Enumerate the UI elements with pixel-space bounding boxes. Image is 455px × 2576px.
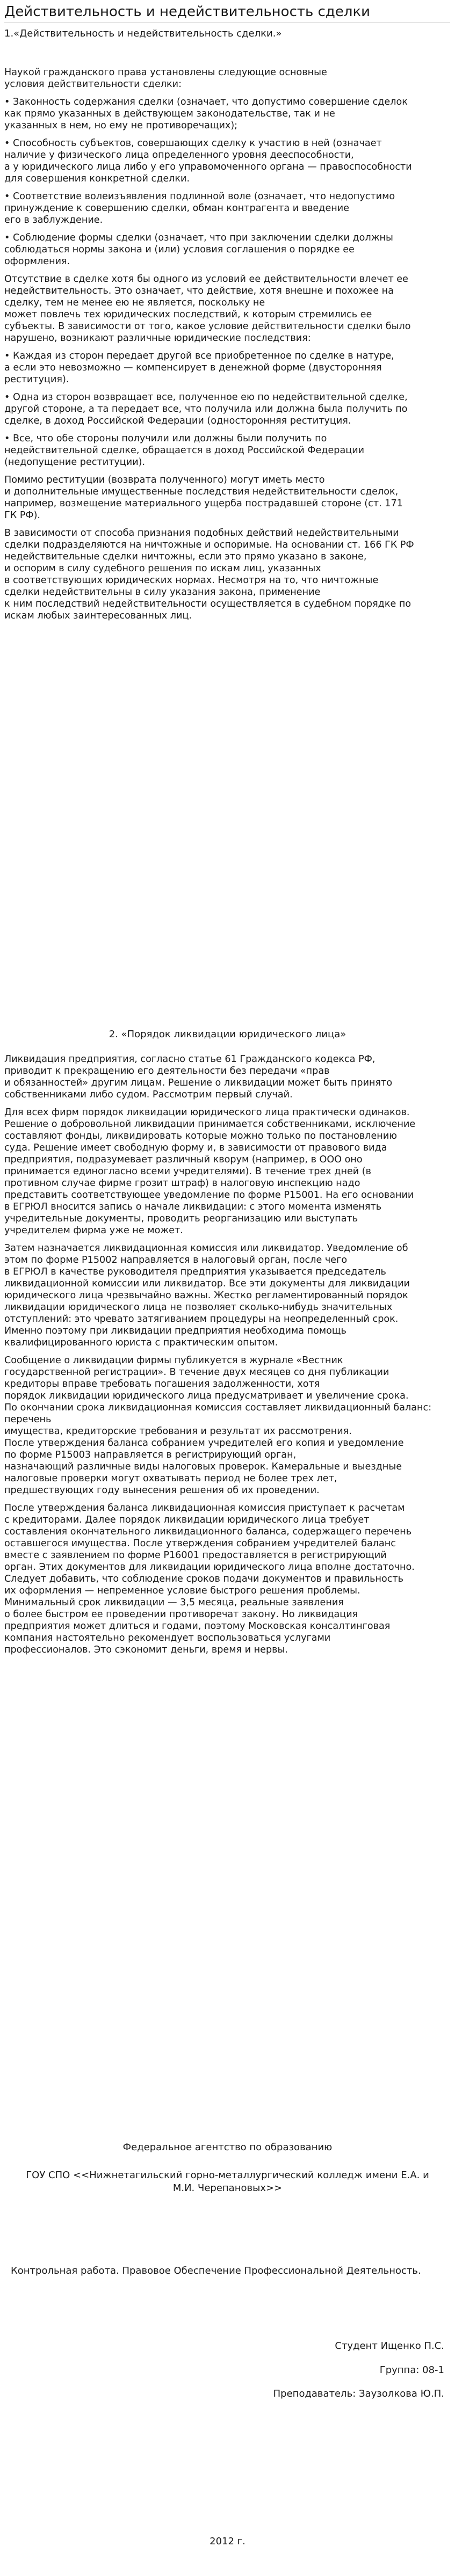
paragraph: • Законность содержания сделки (означает, что допустимо совершение сделок как прямо указанных в действующем законодательстве, так и не указанных в нем, но ему не противоречащих); (4, 97, 408, 131)
cover-agency: Федеральное агентство по образованию (122, 2142, 333, 2153)
paragraph: • Способность субъектов, совершающих сделку к участию в ней (означает наличие у физического лица определенного уровня дееспособности, а у юридического лица либо у его управомоченного органа — правоспособности для совершения конкретной сделки. (4, 138, 412, 184)
paragraph: Отсутствие в сделке хотя бы одного из условий ее действительности влечет ее недействительность. Это означает, что действие, хотя внешне и похожее на сделку, тем не менее ею не является, поскольку не может повлечь тех юридических последствий, к которым стремились ее субъекты. В зависимости от того, какое условие действительности сделки было нарушено, возникают различные юридические последствия: (4, 274, 411, 344)
part1-body (4, 67, 445, 628)
paragraph: Затем назначается ликвидационная комиссия или ликвидатор. Уведомление об этом по форме Р15002 направляется в налоговый орган, после чего в ЕГРЮЛ в качестве руководителя предприятия указывается председатель ликвидационной комиссии или ликвидатор. Все эти документы для ликвидации юридического лица чрезвычайно важны. Жестко регламентированный порядок ликвидации юридического лица не позволяет сколько-нибудь значительных отступлений: это чревато затягиванием процедуры на неопределенный срок. Именно поэтому при ликвидации предприятия необходима помощь квалифицированного юриста с практическим опытом. (4, 1243, 410, 1348)
paragraph: Помимо реституции (возврата полученного) могут иметь место и дополнительные имущественные последствия недействительности сделок, например, возмещение материального ущерба пострадавшей стороне (ст. 171 ГК РФ). (4, 475, 403, 521)
paragraph: Сообщение о ликвидации фирмы публикуется в журнале «Вестник государственной регистрации». В течение двух месяцев со дня публикации кредиторы вправе требовать погашения задолженности, хотя порядок ликвидации юридического лица предусматривает и увеличение срока. По окончании срока ликвидационная комиссия составляет ликвидационный баланс: перечень имущества, кредиторские требования и результат их рассмотрения. После утверждения баланса собранием учредителей его копия и уведомление по форме Р15003 направляется в регистрирующий орган, назначающий различные виды налоговых проверок. Камеральные и выездные налоговые проверки могут охватывать период не более трех лет, предшествующих году вынесения решения об их проведении. (4, 1355, 432, 1496)
paragraph: • Каждая из сторон передает другой все приобретенное по сделке в натуре, а если это невозможно — компенсирует в денежной форме (двусторонняя реституция). (4, 351, 394, 385)
cover-group: Группа: 08-1 (379, 2364, 444, 2376)
paragraph: После утверждения баланса ликвидационная комиссия приступает к расчетам с кредиторами. Далее порядок ликвидации юридического лица требует составления окончательного ликвидационного баланса, содержащего перечень оставшегося имущества. После утверждения собранием учредителей баланс вместе с заявлением по форме Р16001 предоставляется в регистрирующий орган. Этих документов для ликвидации юридического лица вполне достаточно. Следует добавить, что соблюдение сроков подачи документов и правильность их оформления — непременное условие быстрого решения проблемы. Минимальный срок ликвидации — 3,5 месяца, реальные заявления о более быстром ее проведении противоречат закону. Но ликвидация предприятия может длиться и годами, поэтому Московская консалтинговая компания настоятельно рекомендует воспользоваться услугами профессионалов. Это сэкономит деньги, время и нервы. (4, 1503, 415, 1655)
cover-work-type: Контрольная работа. Правовое Обеспечение Профессиональной Деятельность. (11, 2265, 421, 2276)
part2-body (4, 1053, 445, 1662)
paragraph: • Соответствие волеизъявления подлинной воле (означает, что недопустимо принуждение к совершению сделки, обман контрагента и введение его в заблуждение. (4, 191, 395, 225)
paragraph: Для всех фирм порядок ликвидации юридического лица практически одинаков. Решение о добровольной ликвидации принимается собственниками, исключение составляют фонды, ликвидировать которые можно только по постановлению суда. Решение имеет свободную форму и, в зависимости от правового вида предприятия, подразумевает различный кворум (например, в ООО оно принимается единогласно всеми учредителями). В течение трех дней (в противном случае фирме грозит штраф) в налоговую инспекцию надо представить соответствующее уведомление по форме Р15001. На его основании в ЕГРЮЛ вносится запись о начале ликвидации: с этого момента изменять учредительные документы, проводить реорганизацию или выступать учредителем фирма уже не может. (4, 1107, 416, 1236)
paragraph: Ликвидация предприятия, согласно статье 61 Гражданского кодекса РФ, приводит к прекращению его деятельности без передачи «прав и обязанностей» другим лицам. Решение о ликвидации может быть принято собственниками либо судом. Рассмотрим первый случай. (4, 1054, 393, 1100)
paragraph: • Все, что обе стороны получили или должны были получить по недействительной сделке, обращается в доход Российской Федерации (недопущение реституции). (4, 433, 365, 468)
paragraph: В зависимости от способа признания подобных действий недействительными сделки подразделяются на ничтожные и оспоримые. На основании ст. 166 ГК РФ недействительные сделки ничтожны, если это прямо указано в законе, и оспорим в силу судебного решения по искам лиц, указанных в соответствующих юридических нормах. Несмотря на то, что ничтожные сделки недействительны в силу указания закона, применение к ним последствий недействительности осуществляется в судебном порядке по искам любых заинтересованных лиц. (4, 528, 414, 621)
part2-heading: 2. «Порядок ликвидации юридического лица» (109, 1029, 346, 1040)
paragraph: Наукой гражданского права установлены следующие основные условия действительности сделки: (4, 67, 327, 90)
cover-year: 2012 г. (210, 2536, 245, 2547)
cover-college: ГОУ СПО <<Нижнетагильский горно-металлургический колледж имени Е.А. и М.И. Черепановых>> (26, 2170, 429, 2194)
cover-teacher: Преподаватель: Заузолкова Ю.П. (273, 2388, 444, 2399)
part1-heading: 1.«Действительность и недействительность сделки.» (4, 28, 282, 39)
paragraph: • Соблюдение формы сделки (означает, что при заключении сделки должны соблюдаться нормы закона и (или) условия соглашения о порядке ее оформления. (4, 232, 393, 267)
cover-student: Студент Ищенко П.С. (335, 2340, 444, 2352)
paragraph: • Одна из сторон возвращает все, полученное ею по недействительной сделке, другой стороне, а та передает все, что получила или должна была получить по сделке, в доход Российской Федерации (односторонняя реституция. (4, 392, 408, 426)
page-title: Действительность и недействительность сделки (4, 3, 450, 23)
